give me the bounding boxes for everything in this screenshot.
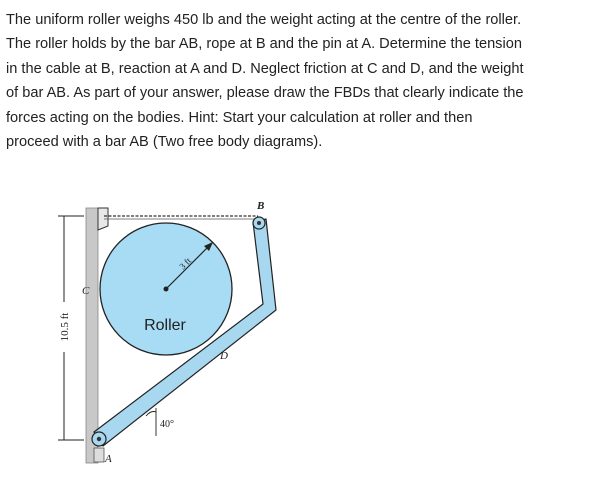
height-label: 10.5 ft: [59, 312, 71, 342]
problem-line-1: The uniform roller weighs 450 lb and the weight acting at the centre of the roller.: [6, 12, 522, 28]
pin-a-center: [97, 437, 101, 441]
pin-b-center: [257, 221, 261, 225]
angle-arc: [146, 412, 156, 417]
problem-statement: [6, 8, 602, 154]
roller-figure: [0, 190, 606, 489]
label-b: B: [257, 200, 265, 212]
angle-label: 40°: [160, 419, 174, 430]
roller-center: [164, 287, 169, 292]
pin-a-support: [94, 448, 104, 462]
label-a: A: [105, 453, 112, 465]
wall: [86, 208, 98, 463]
label-d: D: [220, 350, 228, 362]
problem-line-2: The roller holds by the bar AB, rope at B and the pin at A. Determine the tension: [6, 36, 522, 53]
label-c: C: [82, 285, 90, 297]
problem-line-5: forces acting on the bodies. Hint: Start your calculation at roller and then: [6, 109, 473, 126]
problem-line-6: proceed with a bar AB (Two free body diagrams).: [6, 134, 323, 151]
radius-label: 3 ft: [177, 255, 194, 272]
roller-label: Roller: [144, 317, 186, 334]
problem-line-4: of bar AB. As part of your answer, please draw the FBDs that clearly indicate the: [6, 85, 524, 102]
problem-line-3: in the cable at B, reaction at A and D. Neglect friction at C and D, and the weight: [6, 60, 524, 77]
